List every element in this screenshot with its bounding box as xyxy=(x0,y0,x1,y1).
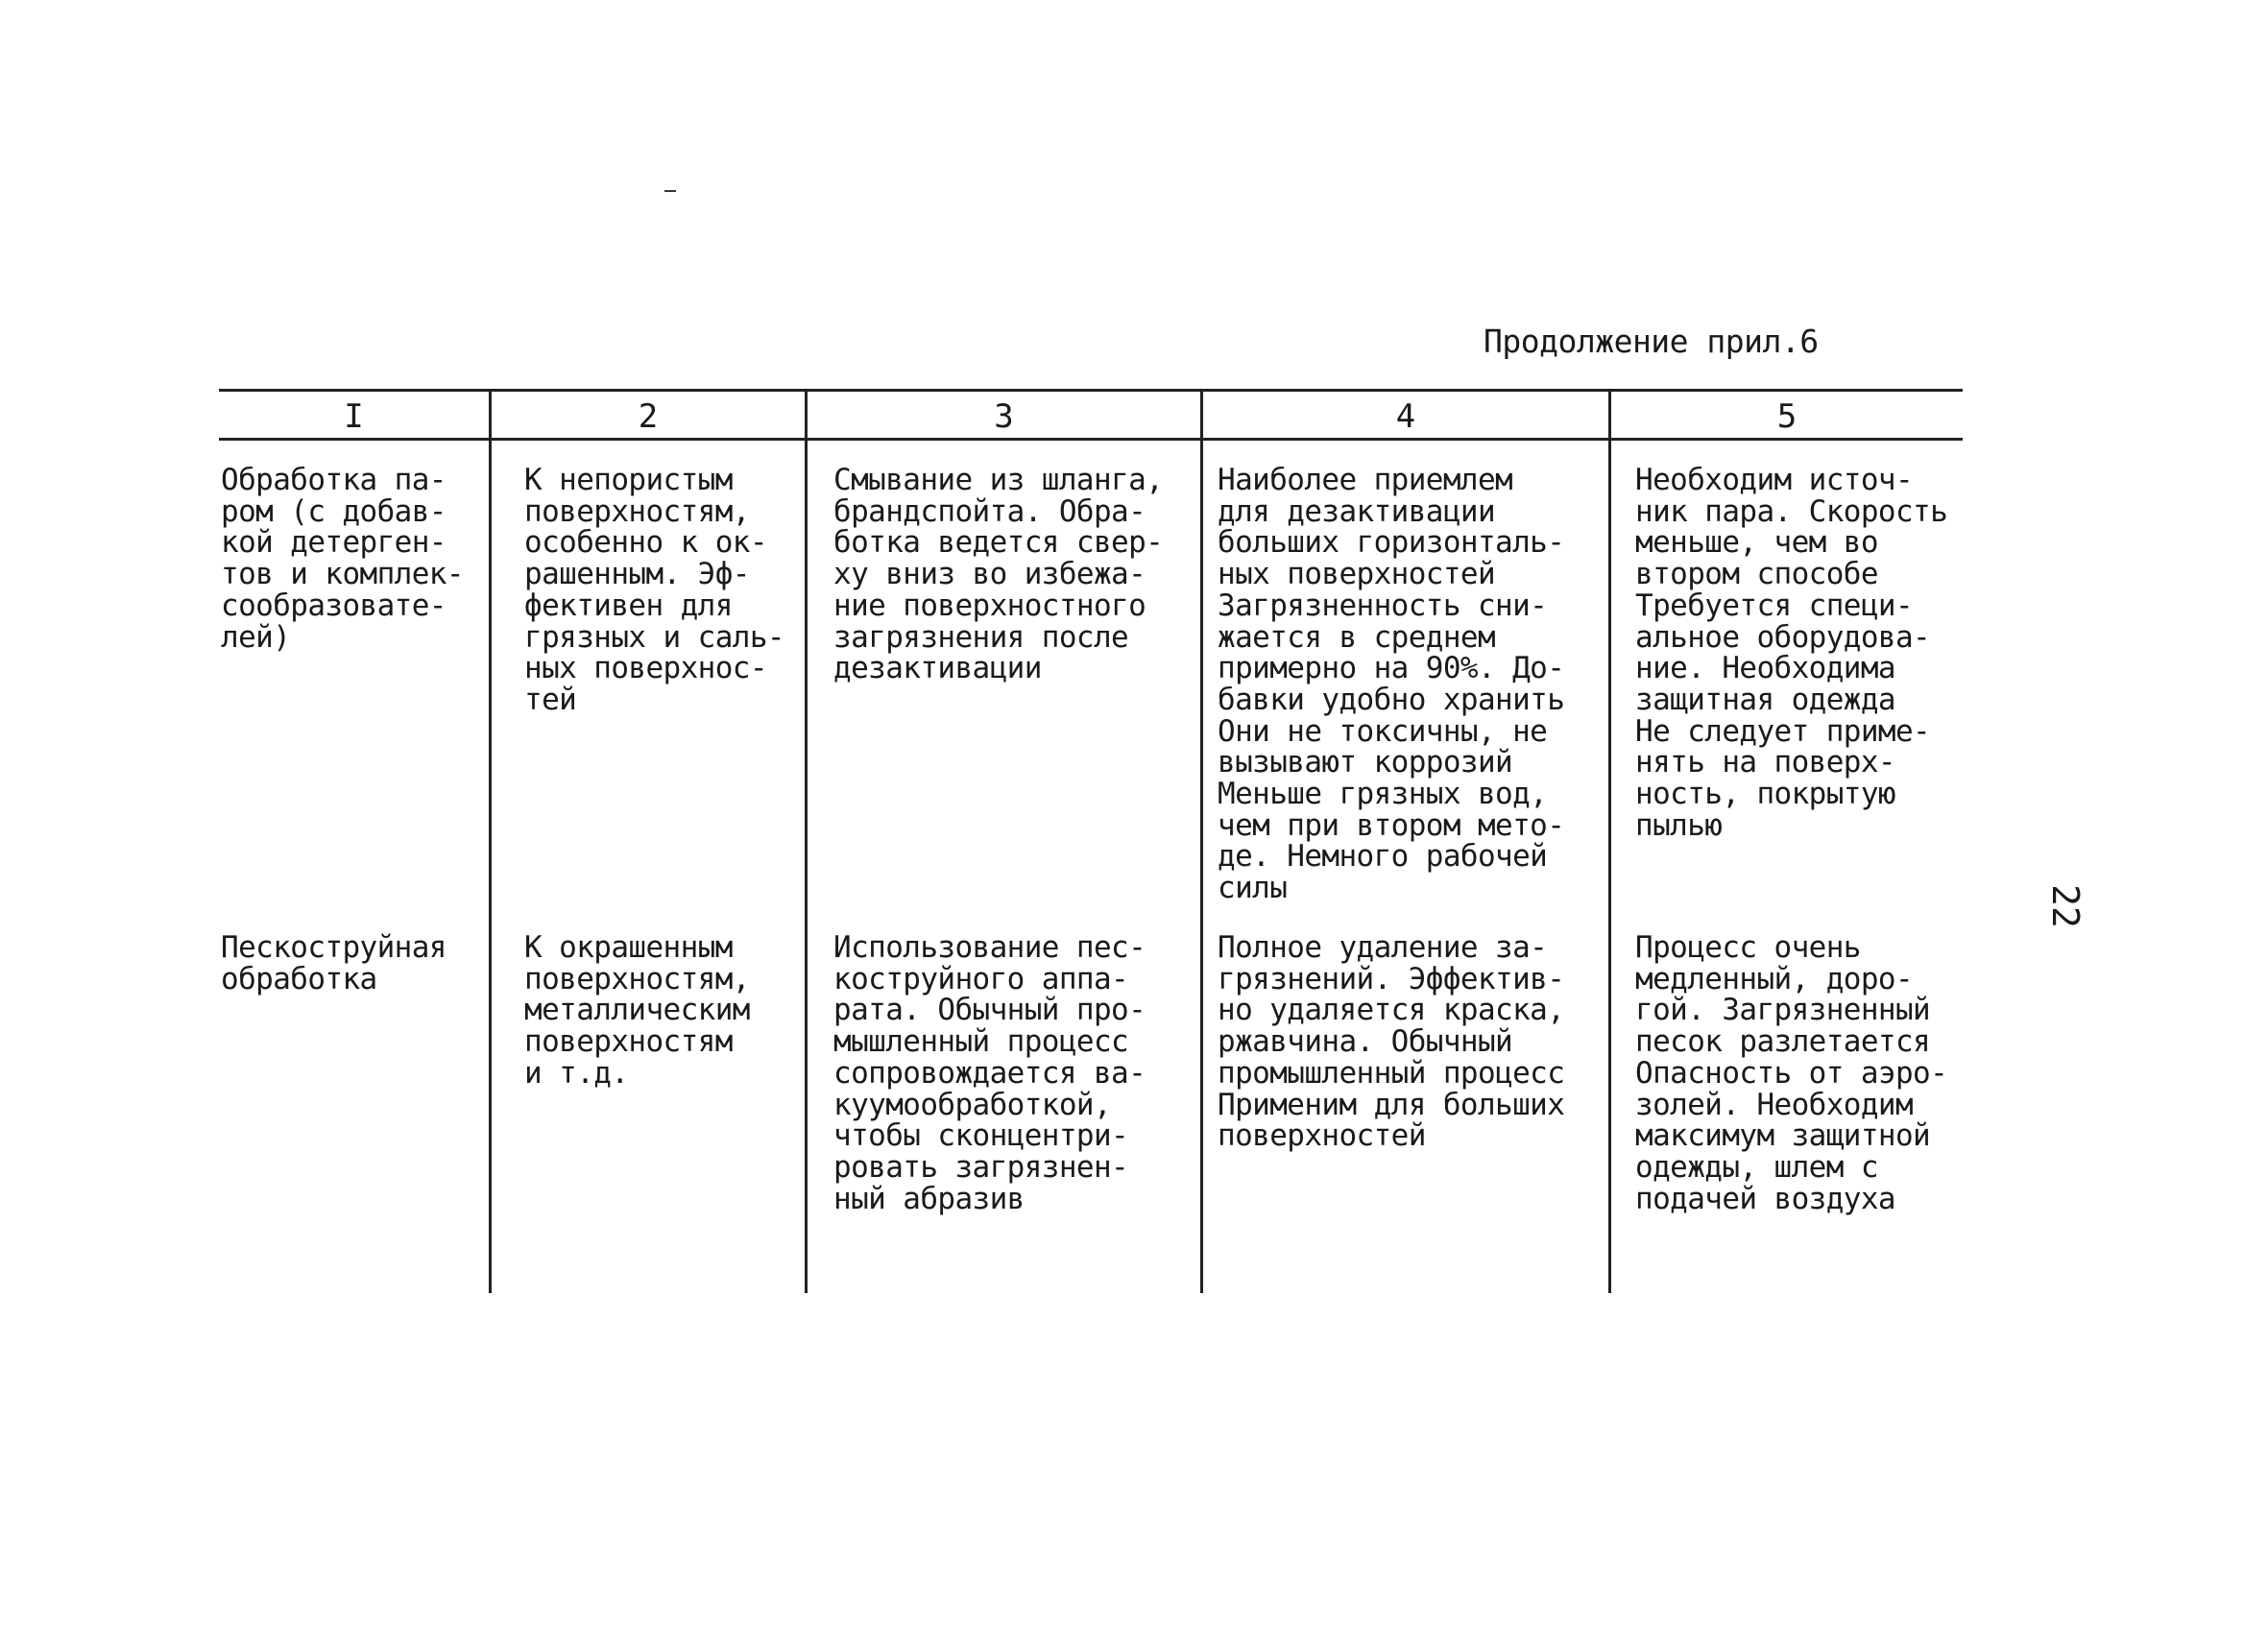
table-row-1-advantages: Наиболее приемлем для дезактивации больших горизонталь- ных поверхностей Загрязненность сни- жается в среднем примерно на 90%. До- бавки удобно хранить Они не токсичны, не вызывают коррозий Меньше грязных вод, чем при втором мето- де. Немного рабочей силы xyxy=(1218,463,1565,906)
page-number: 22 xyxy=(2043,884,2087,928)
table-row-1-method: Обработка па- ром (с добав- кой детерген- тов и комплек- сообразовате- лей) xyxy=(221,463,464,655)
table-row-1-procedure: Смывание из шланга, брандспойта. Обра- ботка ведется свер- ху вниз во избежа- ние поверхностного загрязнения после дезактивации xyxy=(833,463,1164,686)
column-divider-1 xyxy=(489,389,492,1293)
column-divider-4 xyxy=(1608,389,1611,1293)
column-header-4: 4 xyxy=(1395,397,1416,436)
table-top-rule xyxy=(219,389,1963,392)
column-header-1: I xyxy=(344,397,364,436)
column-divider-2 xyxy=(805,389,808,1293)
table-row-2-application: К окрашенным поверхностям, металлическим поверхностям и т.д. xyxy=(524,930,750,1091)
column-divider-3 xyxy=(1200,389,1203,1293)
header-bottom-rule xyxy=(219,438,1963,441)
table-row-2-limitations: Процесс очень медленный, доро- гой. Загрязненный песок разлетается Опасность от аэро- золей. Необходим максимум защитной одежды, шлем с подачей воздуха xyxy=(1635,930,1948,1216)
table-row-2-method: Пескоструйная обработка xyxy=(221,930,446,996)
table-row-1-application: К непористым поверхностям, особенно к ок- рашенным. Эф- фективен для грязных и саль- ных поверхнос- тей xyxy=(524,463,784,717)
column-header-2: 2 xyxy=(638,397,659,436)
continuation-caption: Продолжение прил.6 xyxy=(1484,323,1819,360)
table-row-2-procedure: Использование пес- коструйного аппа- рата. Обычный про- мышленный процесс сопровождается ва- куумообработкой, чтобы сконцентри- ровать загрязнен- ный абразив xyxy=(833,930,1146,1216)
scan-speck xyxy=(664,190,676,192)
column-header-5: 5 xyxy=(1776,397,1798,436)
column-header-3: 3 xyxy=(994,397,1014,436)
table-row-1-limitations: Необходим источ- ник пара. Скорость меньше, чем во втором способе Требуется специ- альное оборудова- ние. Необходима защитная одежда Не следует приме- нять на поверх- ность, покрытую пылью xyxy=(1635,463,1948,843)
table-row-2-advantages: Полное удаление за- грязнений. Эффектив- но удаляется краска, ржавчина. Обычный промышленный процесс Применим для больших поверхностей xyxy=(1218,930,1565,1154)
